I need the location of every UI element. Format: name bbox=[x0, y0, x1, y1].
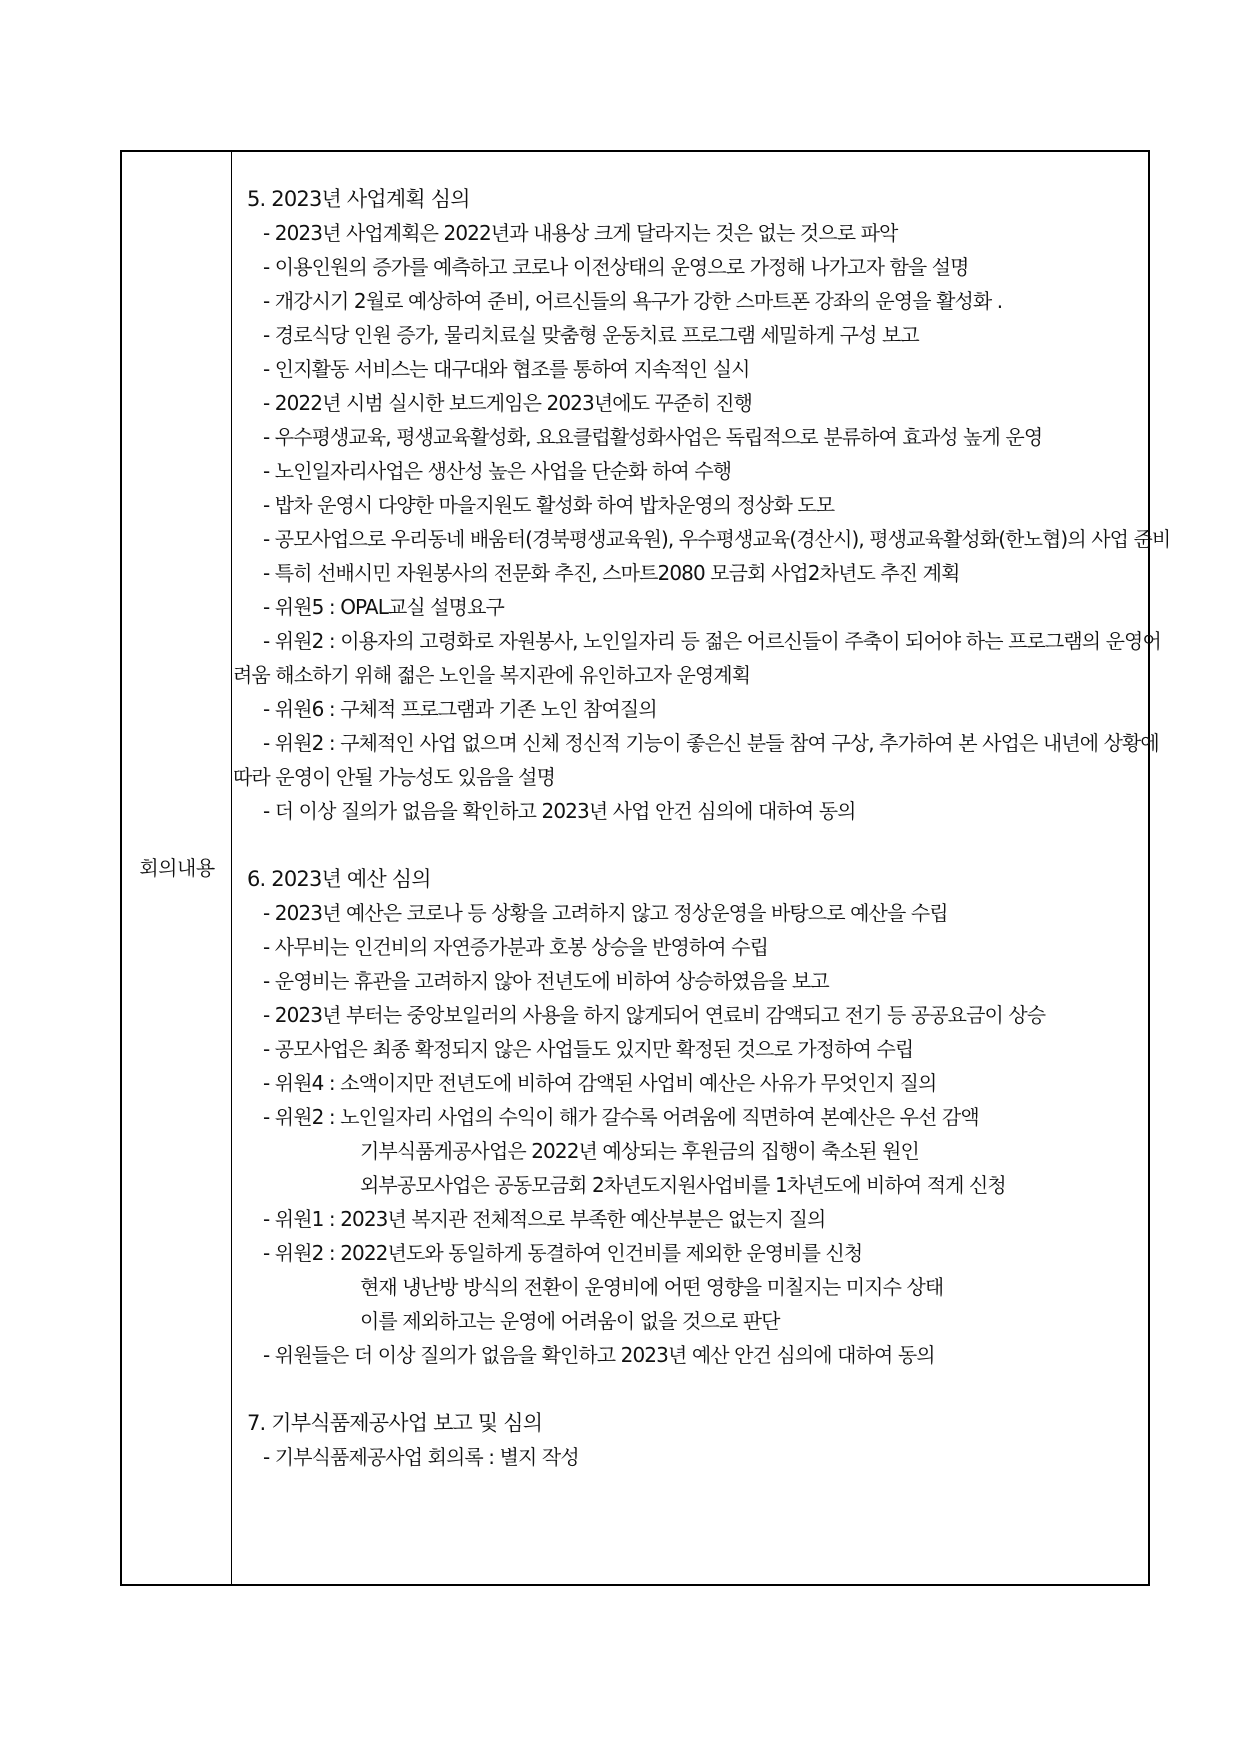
minutes-line: - 우수평생교육, 평생교육활성화, 요요클럽활성화사업은 독립적으로 분류하여 효과성 높게 운영 bbox=[263, 425, 1043, 449]
minutes-line-continuation: 려움 해소하기 위해 젊은 노인을 복지관에 유인하고자 운영계획 bbox=[233, 663, 751, 687]
minutes-line: - 이용인원의 증가를 예측하고 코로나 이전상태의 운영으로 가정해 나가고자 함을 설명 bbox=[263, 255, 969, 279]
minutes-line: - 공모사업은 최종 확정되지 않은 사업들도 있지만 확정된 것으로 가정하여 수립 bbox=[263, 1037, 914, 1061]
row-label: 회의내용 bbox=[139, 856, 215, 880]
minutes-line: - 개강시기 2월로 예상하여 준비, 어르신들의 욕구가 강한 스마트폰 강좌의 운영을 활성화 . bbox=[263, 289, 1003, 313]
minutes-line: - 2023년 부터는 중앙보일러의 사용을 하지 않게되어 연료비 감액되고 전기 등 공공요금이 상승 bbox=[263, 1003, 1046, 1027]
minutes-line: - 위원2 : 노인일자리 사업의 수익이 해가 갈수록 어려움에 직면하여 본예산은 우선 감액 bbox=[263, 1105, 979, 1129]
minutes-line: - 위원5 : OPAL교실 설명요구 bbox=[263, 595, 504, 619]
minutes-line: - 위원2 : 구체적인 사업 없으며 신체 정신적 기능이 좋은신 분들 참여 구상, 추가하여 본 사업은 내년에 상황에 bbox=[263, 731, 1159, 755]
minutes-line: - 위원4 : 소액이지만 전년도에 비하여 감액된 사업비 예산은 사유가 무엇인지 질의 bbox=[263, 1071, 937, 1095]
section-heading: 7. 기부식품제공사업 보고 및 심의 bbox=[247, 1411, 543, 1435]
minutes-line: - 기부식품제공사업 회의록 : 별지 작성 bbox=[263, 1445, 579, 1469]
minutes-line: - 더 이상 질의가 없음을 확인하고 2023년 사업 안건 심의에 대하여 동의 bbox=[263, 799, 856, 823]
minutes-line: - 위원들은 더 이상 질의가 없음을 확인하고 2023년 예산 안건 심의에 대하여 동의 bbox=[263, 1343, 935, 1367]
minutes-subline: 기부식품게공사업은 2022년 예상되는 후원금의 집행이 축소된 원인 bbox=[360, 1139, 919, 1163]
label-cell bbox=[122, 152, 232, 1584]
minutes-table bbox=[120, 150, 1171, 1586]
minutes-subline: 외부공모사업은 공동모금회 2차년도지원사업비를 1차년도에 비하여 적게 신청 bbox=[360, 1173, 1006, 1197]
minutes-subline: 현재 냉난방 방식의 전환이 운영비에 어떤 영향을 미칠지는 미지수 상태 bbox=[360, 1275, 944, 1299]
content-cell bbox=[233, 182, 1171, 1474]
minutes-line: - 사무비는 인건비의 자연증가분과 호봉 상승을 반영하여 수립 bbox=[263, 935, 769, 959]
minutes-line: - 2023년 예산은 코로나 등 상황을 고려하지 않고 정상운영을 바탕으로 예산을 수립 bbox=[263, 901, 948, 925]
minutes-line: - 경로식당 인원 증가, 물리치료실 맞춤형 운동치료 프로그램 세밀하게 구성 보고 bbox=[263, 323, 919, 347]
minutes-line: - 위원1 : 2023년 복지관 전체적으로 부족한 예산부분은 없는지 질의 bbox=[263, 1207, 826, 1231]
minutes-line: - 위원2 : 이용자의 고령화로 자원봉사, 노인일자리 등 젊은 어르신들이 주축이 되어야 하는 프로그램의 운영어 bbox=[263, 629, 1161, 653]
minutes-subline: 이를 제외하고는 운영에 어려움이 없을 것으로 판단 bbox=[360, 1309, 780, 1333]
minutes-line: - 인지활동 서비스는 대구대와 협조를 통하여 지속적인 실시 bbox=[263, 357, 750, 381]
section-spacer bbox=[233, 828, 1148, 862]
minutes-line: - 공모사업으로 우리동네 배움터(경북평생교육원), 우수평생교육(경산시), 평생교육활성화(한노협)의 사업 준비 bbox=[263, 527, 1171, 551]
minutes-line: - 2023년 사업계획은 2022년과 내용상 크게 달라지는 것은 없는 것으로 파악 bbox=[263, 221, 898, 245]
minutes-line: - 위원2 : 2022년도와 동일하게 동결하여 인건비를 제외한 운영비를 신청 bbox=[263, 1241, 863, 1265]
minutes-line: - 위원6 : 구체적 프로그램과 기존 노인 참여질의 bbox=[263, 697, 657, 721]
minutes-line: - 운영비는 휴관을 고려하지 않아 전년도에 비하여 상승하였음을 보고 bbox=[263, 969, 829, 993]
minutes-line: - 노인일자리사업은 생산성 높은 사업을 단순화 하여 수행 bbox=[263, 459, 732, 483]
minutes-line: - 2022년 시범 실시한 보드게임은 2023년에도 꾸준히 진행 bbox=[263, 391, 753, 415]
minutes-line: - 밥차 운영시 다양한 마을지원도 활성화 하여 밥차운영의 정상화 도모 bbox=[263, 493, 835, 517]
section-heading: 5. 2023년 사업계획 심의 bbox=[247, 187, 470, 211]
minutes-line: - 특히 선배시민 자원봉사의 전문화 추진, 스마트2080 모금회 사업2차년도 추진 계획 bbox=[263, 561, 960, 585]
section-spacer bbox=[233, 1372, 1148, 1406]
section-heading: 6. 2023년 예산 심의 bbox=[247, 867, 431, 891]
minutes-line-continuation: 따라 운영이 안될 가능성도 있음을 설명 bbox=[233, 765, 556, 789]
